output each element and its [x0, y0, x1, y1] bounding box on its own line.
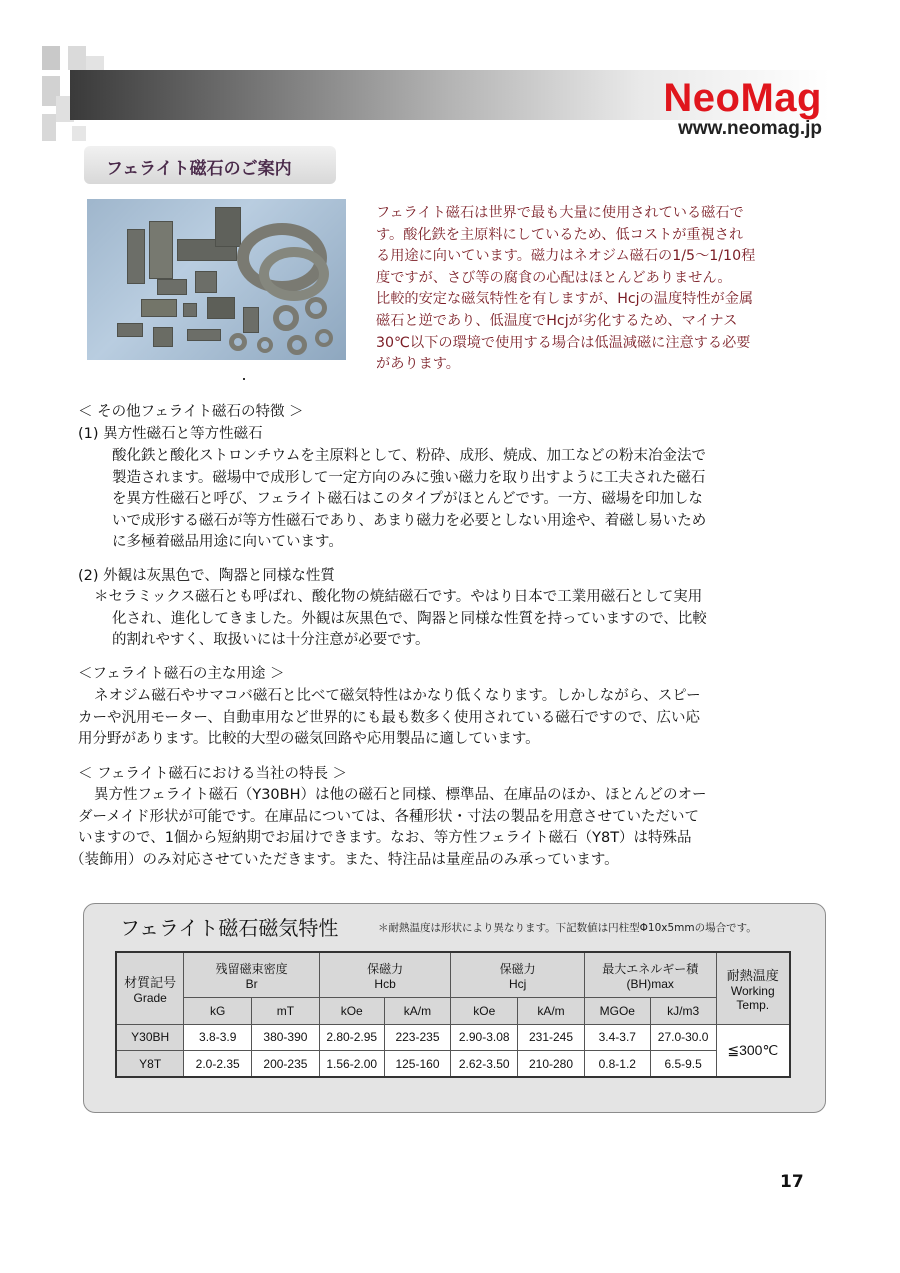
group-symbol: Hcb [374, 976, 396, 991]
unit-cell: kJ/m3 [650, 998, 716, 1024]
temp-label: 耐熱温度 [726, 967, 779, 983]
value-cell: 380-390 [252, 1024, 320, 1050]
spec-table-note: ＊耐熱温度は形状により異なります。下記数値は円柱型Φ10x5mmの場合です。 [378, 922, 757, 934]
value-cell: 3.4-3.7 [584, 1024, 650, 1050]
temp-label-en: Working [730, 983, 775, 998]
intro-line: 30℃以下の環境で使用する場合は低温減磁に注意する必要 [376, 334, 751, 351]
grade-label: 材質記号 [124, 974, 177, 990]
company-heading: ＜ フェライト磁石における当社の特長 ＞ [78, 766, 348, 782]
uses-line: 用分野があります。比較的大型の磁気回路や応用製品に適しています。 [78, 731, 540, 747]
table-row [116, 1024, 790, 1050]
intro-line: フェライト磁石は世界で最も大量に使用されている磁石で [376, 205, 744, 221]
value-cell: 231-245 [518, 1024, 585, 1050]
unit-cell: kA/m [518, 998, 585, 1024]
feature-1-title: (1) 異方性磁石と等方性磁石 [78, 426, 263, 442]
table-row [116, 1051, 790, 1077]
unit-cell: kG [184, 998, 252, 1024]
value-cell: 125-160 [384, 1051, 451, 1077]
br-group-header [184, 952, 319, 998]
grade-cell: Y8T [116, 1051, 184, 1077]
brand-logo: NeoMag [663, 76, 822, 120]
feature-1-line: 酸化鉄と酸化ストロンチウムを主原料として、粉砕、成形、焼成、加工などの粉末冶金法で [112, 448, 707, 464]
intro-line: 度ですが、さび等の腐食の心配はほとんどありません。 [376, 269, 732, 286]
intro-line: る用途に向いています。磁力はネオジム磁石の1/5～1/10程 [376, 248, 756, 265]
feature-2-line: 化され、進化してきました。外観は灰黒色で、陶器と同様な性質を持っていますので、比較 [112, 611, 707, 627]
grade-header [116, 952, 184, 1024]
feature-1-line: に多極着磁品用途に向いています。 [112, 534, 343, 550]
group-name: 最大エネルギー積 [602, 961, 699, 976]
hcb-group-header [319, 952, 451, 998]
unit-cell: kOe [451, 998, 518, 1024]
value-cell: 3.8-3.9 [184, 1024, 252, 1050]
ferrite-magnets-photo [87, 199, 346, 360]
group-name: 残留磁束密度 [215, 961, 288, 976]
value-cell: 0.8-1.2 [584, 1051, 650, 1077]
features-heading: ＜ その他フェライト磁石の特徴 ＞ [78, 404, 304, 420]
unit-cell: MGOe [584, 998, 650, 1024]
temp-label-en: Temp. [736, 997, 770, 1012]
value-cell: 2.0-2.35 [184, 1051, 252, 1077]
feature-1-line: を異方性磁石と呼び、フェライト磁石はこのタイプがほとんどです。一方、磁場を印加しな [112, 491, 703, 507]
unit-cell: kA/m [384, 998, 451, 1024]
company-line: 異方性フェライト磁石（Y30BH）は他の磁石と同様、標準品、在庫品のほか、ほとんどのオー [94, 787, 707, 803]
value-cell: 6.5-9.5 [650, 1051, 716, 1077]
section-title-box [84, 146, 336, 184]
intro-paragraph [376, 203, 816, 376]
feature-2-title: (2) 外観は灰黒色で、陶器と同様な性質 [78, 568, 335, 584]
value-cell: 2.80-2.95 [319, 1024, 384, 1050]
grade-cell: Y30BH [116, 1024, 184, 1050]
intro-line: 比較的安定な磁気特性を有しますが、Hcjの温度特性が金属 [376, 291, 754, 308]
group-symbol: Br [245, 976, 258, 991]
intro-line: 磁石と逆であり、低温度でHcjが劣化するため、マイナス [376, 312, 738, 329]
company-line: いますので、1個から短納期でお届けできます。なお、等方性フェライト磁石（Y8T）は特殊品 [78, 830, 692, 846]
intro-line: があります。 [376, 356, 460, 373]
company-line: （装飾用）のみ対応させていただきます。また、特注品は量産品のみ承っています。 [70, 852, 619, 868]
group-symbol: Hcj [508, 976, 527, 991]
uses-line: カーや汎用モーター、自動車用など世界的にも最も数多く使用されている磁石ですので、広い応 [78, 710, 701, 726]
spec-table-title: フェライト磁石磁気特性 [120, 916, 339, 940]
website-url: www.neomag.jp [678, 118, 822, 139]
grade-label-en: Grade [133, 990, 167, 1005]
feature-2-line: ＊セラミックス磁石とも呼ばれ、酸化物の焼結磁石です。やはり日本で工業用磁石として実用 [94, 589, 703, 605]
group-name: 保磁力 [367, 961, 404, 976]
unit-cell: kOe [319, 998, 384, 1024]
feature-1-line: 製造されます。磁場中で成形して一定方向のみに強い磁力を取り出すように工夫された磁石 [112, 470, 706, 486]
value-cell: 223-235 [384, 1024, 451, 1050]
feature-2-line: 的割れやすく、取扱いには十分注意が必要です。 [112, 632, 430, 648]
temp-value-cell: ≦300℃ [716, 1024, 790, 1077]
intro-line: す。酸化鉄を主原料にしているため、低コストが重視され [376, 226, 744, 243]
value-cell: 2.90-3.08 [451, 1024, 518, 1050]
magnetic-properties-table [115, 951, 791, 1078]
uses-heading: ＜フェライト磁石の主な用途 ＞ [78, 666, 285, 682]
group-name: 保磁力 [499, 961, 536, 976]
temp-header [716, 952, 790, 1024]
value-cell: 2.62-3.50 [451, 1051, 518, 1077]
value-cell: 27.0-30.0 [650, 1024, 716, 1050]
company-line: ダーメイド形状が可能です。在庫品については、各種形状・寸法の製品を用意させていただいて [78, 809, 700, 825]
value-cell: 200-235 [252, 1051, 320, 1077]
bhmax-group-header [584, 952, 716, 998]
feature-1-line: いで成形する磁石が等方性磁石であり、あまり磁力を必要としない用途や、着磁し易いため [112, 513, 707, 529]
hcj-group-header [451, 952, 585, 998]
value-cell: 1.56-2.00 [319, 1051, 384, 1077]
decorative-dot [243, 378, 245, 380]
page-number: 17 [780, 1172, 804, 1192]
uses-line: ネオジム磁石やサマコバ磁石と比べて磁気特性はかなり低くなります。しかしながら、スピー [94, 688, 701, 704]
page-title: フェライト磁石のご案内 [106, 159, 292, 179]
value-cell: 210-280 [518, 1051, 585, 1077]
group-symbol: (BH)max [626, 976, 674, 991]
unit-cell: mT [252, 998, 320, 1024]
